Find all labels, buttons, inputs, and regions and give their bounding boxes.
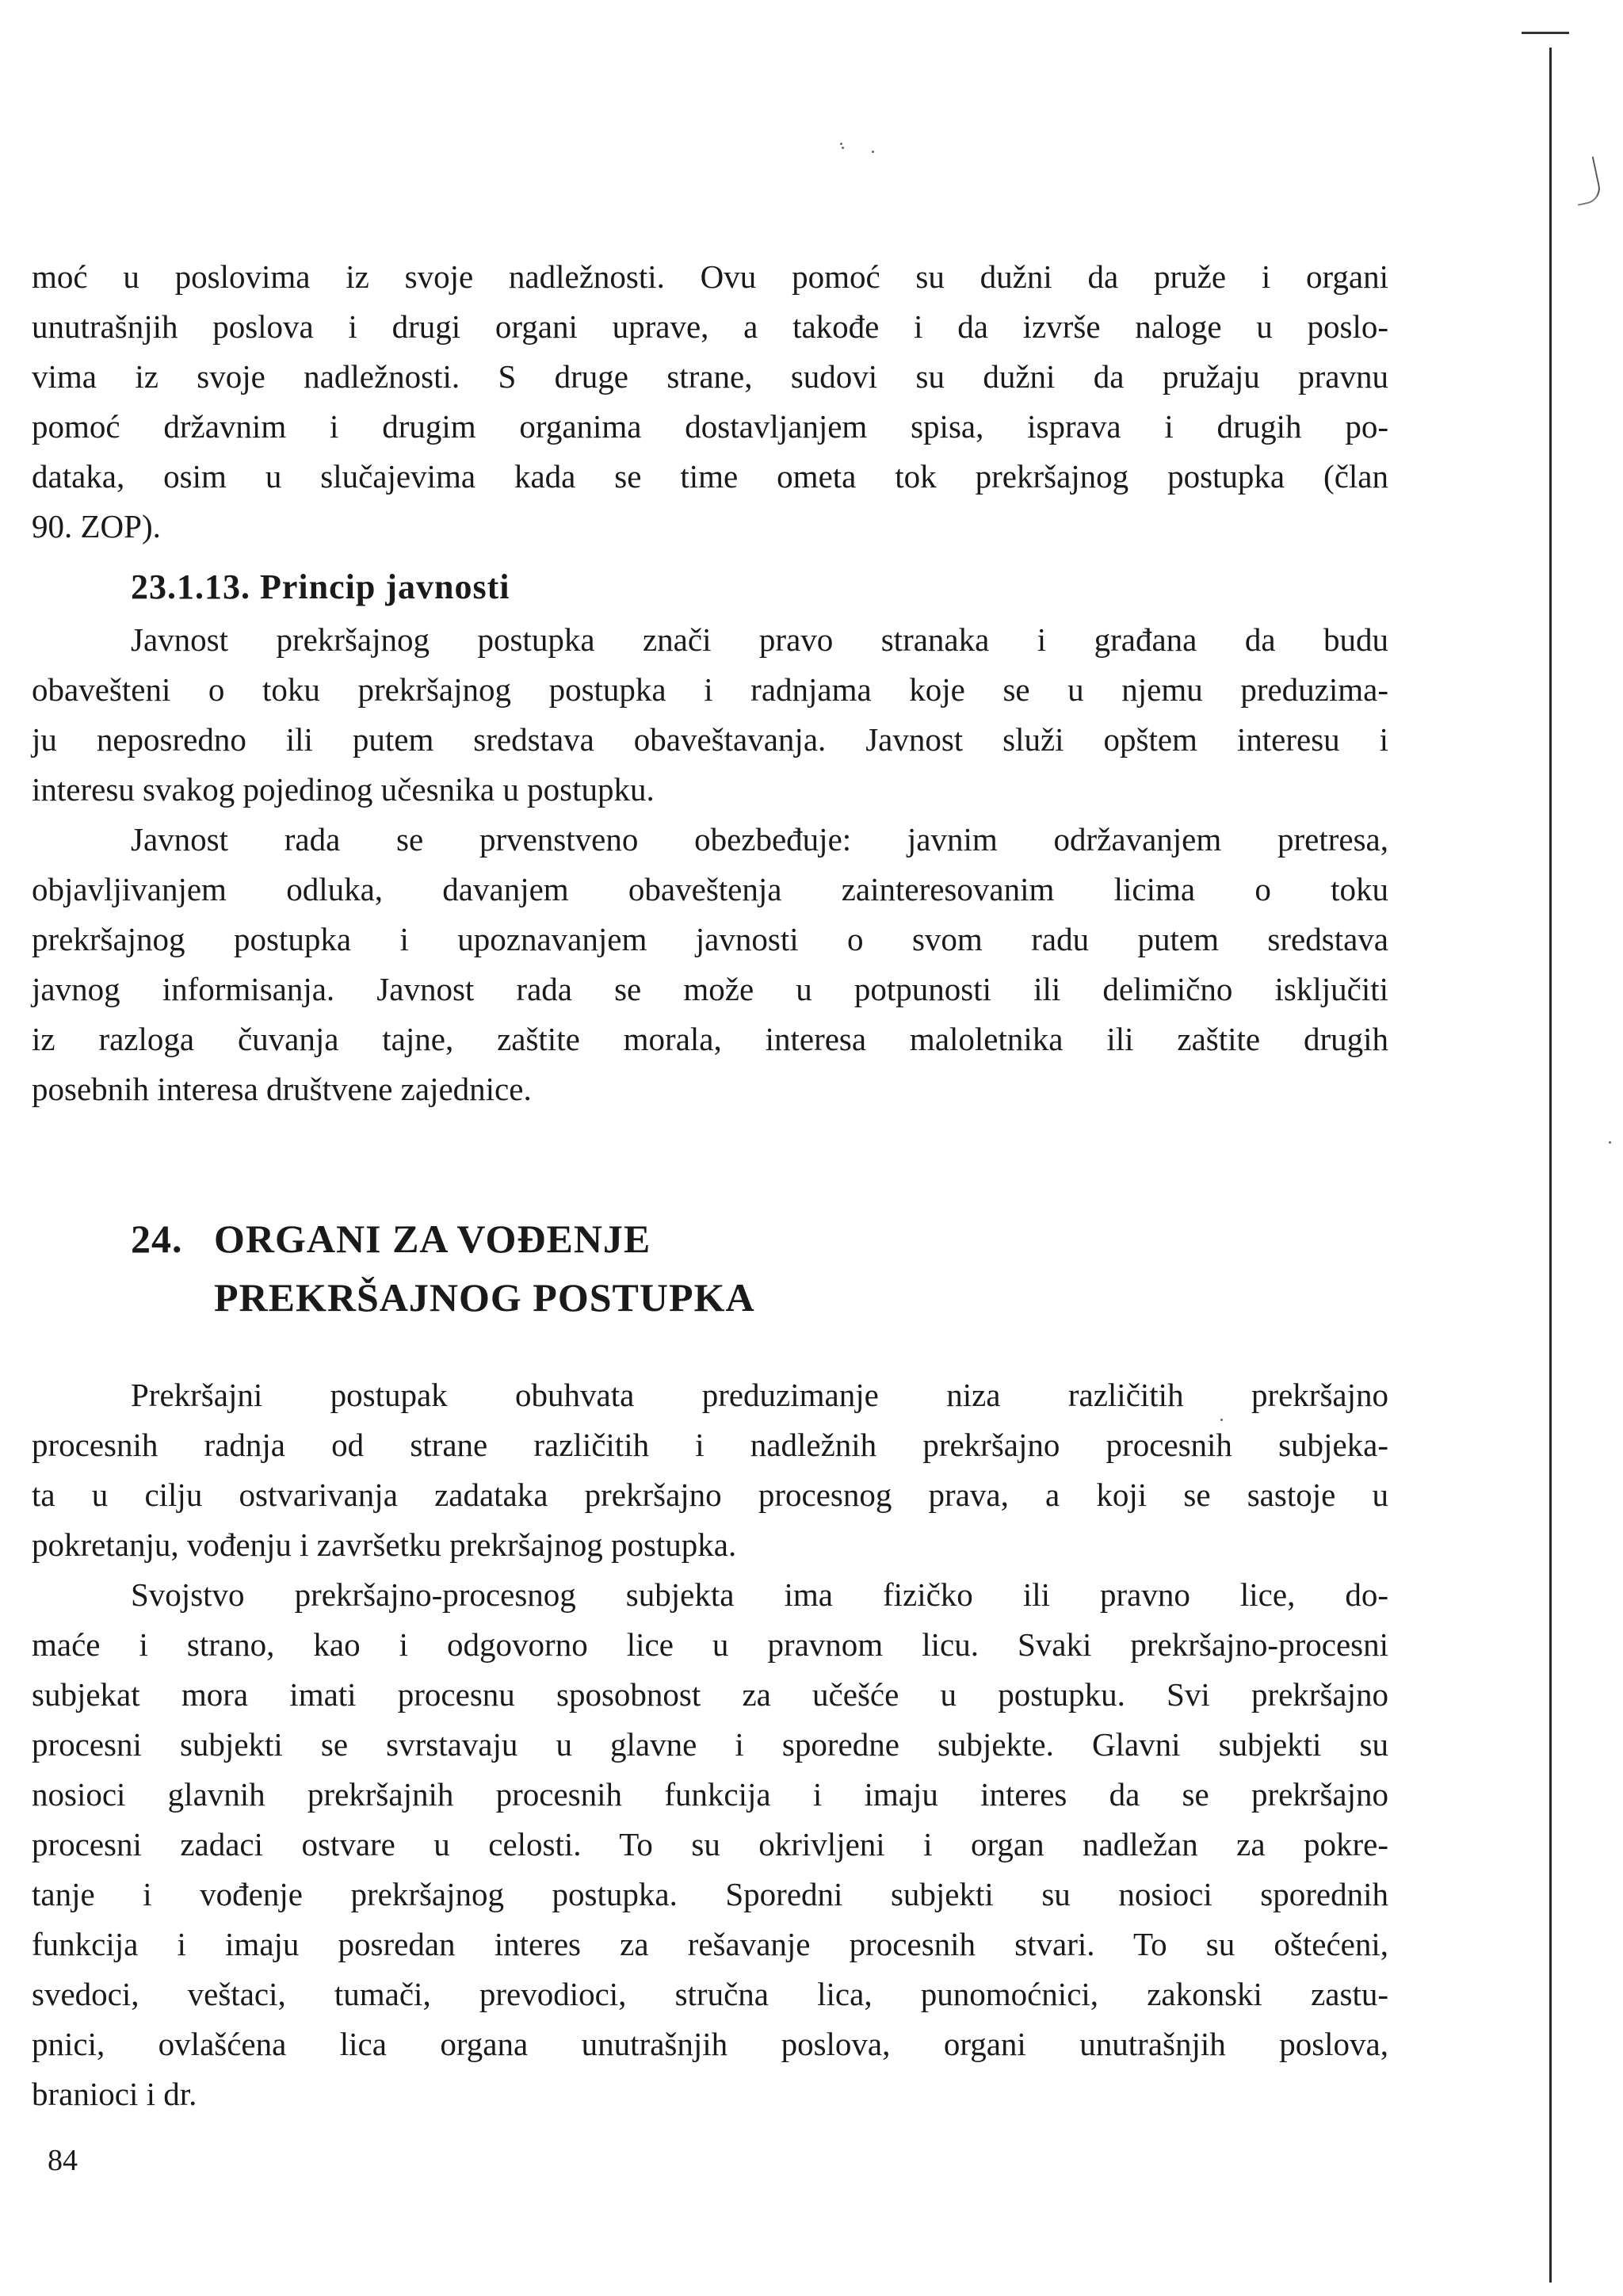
text-line: pnici, ovlašćena lica organa unutrašnjih poslova, organi unutrašnjih poslova, — [32, 2026, 1388, 2062]
text-line: posebnih interesa društvene zajednice. — [32, 1071, 532, 1107]
text-line: iz razloga čuvanja tajne, zaštite morala, interesa maloletnika ili zaštite drugih — [32, 1021, 1388, 1057]
scan-speck — [842, 147, 844, 149]
scan-speck — [872, 151, 874, 153]
text-line: objavljivanjem odluka, davanjem obaveštenja zainteresovanim licima o toku — [32, 871, 1388, 907]
text-line: funkcija i imaju posredan interes za rešavanje procesnih stvari. To su oštećeni, — [32, 1926, 1388, 1962]
text-line: Prekršajni postupak obuhvata preduzimanje niza različitih prekršajno — [131, 1377, 1388, 1413]
text-line: Javnost prekršajnog postupka znači pravo stranaka i građana da budu — [131, 621, 1388, 658]
scan-speck — [1609, 1141, 1611, 1144]
text-line: javnog informisanja. Javnost rada se može u potpunosti ili delimično isključiti — [32, 971, 1388, 1007]
text-line: ta u cilju ostvarivanja zadataka prekršajno procesnog prava, a koji se sastoje u — [32, 1477, 1388, 1513]
text-line: procesni zadaci ostvare u celosti. To su okrivljeni i organ nadležan za pokre- — [32, 1826, 1388, 1862]
scan-edge-tick — [1522, 32, 1569, 34]
page-number: 84 — [48, 2144, 78, 2177]
text-line: maće i strano, kao i odgovorno lice u pravnom licu. Svaki prekršajno-procesni — [32, 1626, 1388, 1663]
text-line: obavešteni o toku prekršajnog postupka i radnjama koje se u njemu preduzima- — [32, 671, 1388, 708]
text-line: interesu svakog pojedinog učesnika u postupku. — [32, 771, 655, 808]
text-line: pokretanju, vođenju i završetku prekršajnog postupka. — [32, 1526, 737, 1563]
paragraph-javnost-1 — [32, 615, 1388, 815]
text-line: dataka, osim u slučajevima kada se time ometa tok prekršajnog postupka (član — [32, 458, 1388, 495]
text-line: pomoć državnim i drugim organima dostavljanjem spisa, isprava i drugih po- — [32, 408, 1388, 445]
text-line: subjekat mora imati procesnu sposobnost za učešće u postupku. Svi prekršajno — [32, 1676, 1388, 1713]
text-line: prekršajnog postupka i upoznavanjem javnosti o svom radu putem sredstava — [32, 921, 1388, 957]
text-line: procesni subjekti se svrstavaju u glavne i sporedne subjekte. Glavni subjekti su — [32, 1726, 1388, 1763]
text-line: nosioci glavnih prekršajnih procesnih funkcija i imaju interes da se prekršajno — [32, 1776, 1388, 1813]
scan-binding-edge — [1549, 48, 1552, 2283]
text-line: procesnih radnja od strane različitih i nadležnih prekršajno procesnih subjeka- — [32, 1427, 1388, 1463]
text-line: branioci i dr. — [32, 2076, 197, 2112]
chapter-title-text: ORGANI ZA VOĐENJE — [214, 1217, 651, 1261]
paragraph-javnost-2 — [32, 815, 1388, 1114]
text-line: Svojstvo prekršajno-procesnog subjekta ima fizičko ili pravno lice, do- — [131, 1576, 1388, 1613]
text-line: ju neposredno ili putem sredstava obaveštavanja. Javnost služi opštem interesu i — [32, 721, 1388, 758]
paragraph-continuation — [32, 252, 1388, 552]
scan-margin-mark — [1568, 156, 1602, 205]
text-line: unutrašnjih poslova i drugi organi uprave, a takođe i da izvrše naloge u poslo- — [32, 308, 1388, 345]
scan-speck — [840, 143, 842, 145]
chapter-title-line-2: PREKRŠAJNOG POSTUPKA — [214, 1275, 755, 1320]
text-line: svedoci, veštaci, tumači, prevodioci, stručna lica, punomoćnici, zakonski zastu- — [32, 1976, 1388, 2012]
paragraph-organi-2 — [32, 1570, 1388, 2119]
text-line: moć u poslovima iz svoje nadležnosti. Ovu pomoć su dužni da pruže i organi — [32, 258, 1388, 295]
chapter-heading-24 — [32, 1209, 1388, 1327]
text-line: vima iz svoje nadležnosti. S druge strane, sudovi su dužni da pružaju pravnu — [32, 358, 1388, 395]
paragraph-organi-1 — [32, 1370, 1388, 1570]
section-heading-23-1-13: 23.1.13. Princip javnosti — [131, 567, 510, 606]
chapter-number: 24. — [131, 1217, 183, 1261]
text-line: tanje i vođenje prekršajnog postupka. Sporedni subjekti su nosioci sporednih — [32, 1876, 1388, 1912]
document-page — [32, 252, 1388, 2119]
text-line: 90. ZOP). — [32, 508, 161, 544]
chapter-title-line-1 — [32, 1209, 1388, 1268]
text-line: Javnost rada se prvenstveno obezbeđuje: javnim održavanjem pretresa, — [131, 821, 1388, 858]
